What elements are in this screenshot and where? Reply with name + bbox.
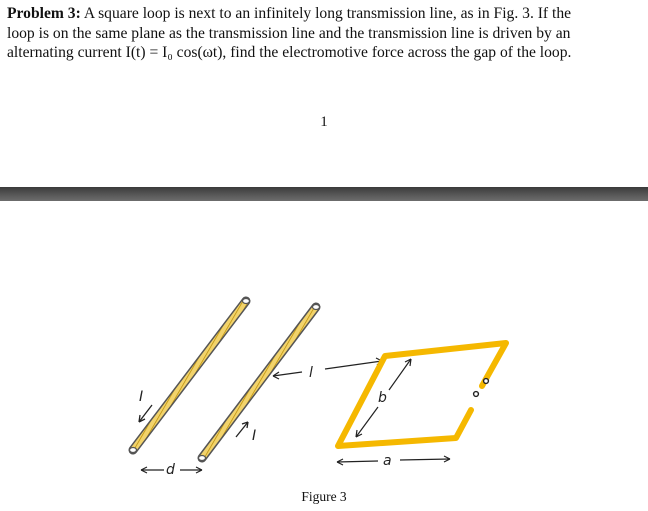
figure-3-drawing xyxy=(0,201,648,489)
problem-label: Problem 3: xyxy=(7,5,81,22)
side-b-label: b xyxy=(378,390,387,406)
side-a-label: a xyxy=(383,453,392,469)
problem-line-1 xyxy=(7,4,635,24)
distance-l-arrow xyxy=(273,358,382,379)
current-up-arrow xyxy=(236,422,248,437)
problem-line-3: alternating current I(t) = I₀ cos(ωt), find the electromotive force across the gap of the loop. xyxy=(7,44,572,61)
square-loop xyxy=(338,343,506,446)
gap-terminal-bottom xyxy=(474,392,479,397)
problem-text-1: A square loop is next to an infinitely long transmission line, as in Fig. 3. If the xyxy=(80,5,572,22)
current-label-left: I xyxy=(139,389,144,405)
current-label-right: I xyxy=(252,428,257,444)
problem-statement xyxy=(7,4,635,63)
page-separator xyxy=(0,187,648,201)
problem-line-2: loop is on the same plane as the transmission line and the transmission line is driven by an xyxy=(7,24,571,42)
transmission-wire-left xyxy=(130,299,250,453)
page-number: 1 xyxy=(320,114,328,130)
figure-caption: Figure 3 xyxy=(301,489,347,504)
current-down-arrow xyxy=(139,405,152,422)
separation-label: d xyxy=(166,462,175,478)
gap-terminal-top xyxy=(484,379,489,384)
distance-label: l xyxy=(309,365,313,381)
side-a-arrow xyxy=(337,456,450,465)
transmission-wire-right xyxy=(199,305,320,461)
